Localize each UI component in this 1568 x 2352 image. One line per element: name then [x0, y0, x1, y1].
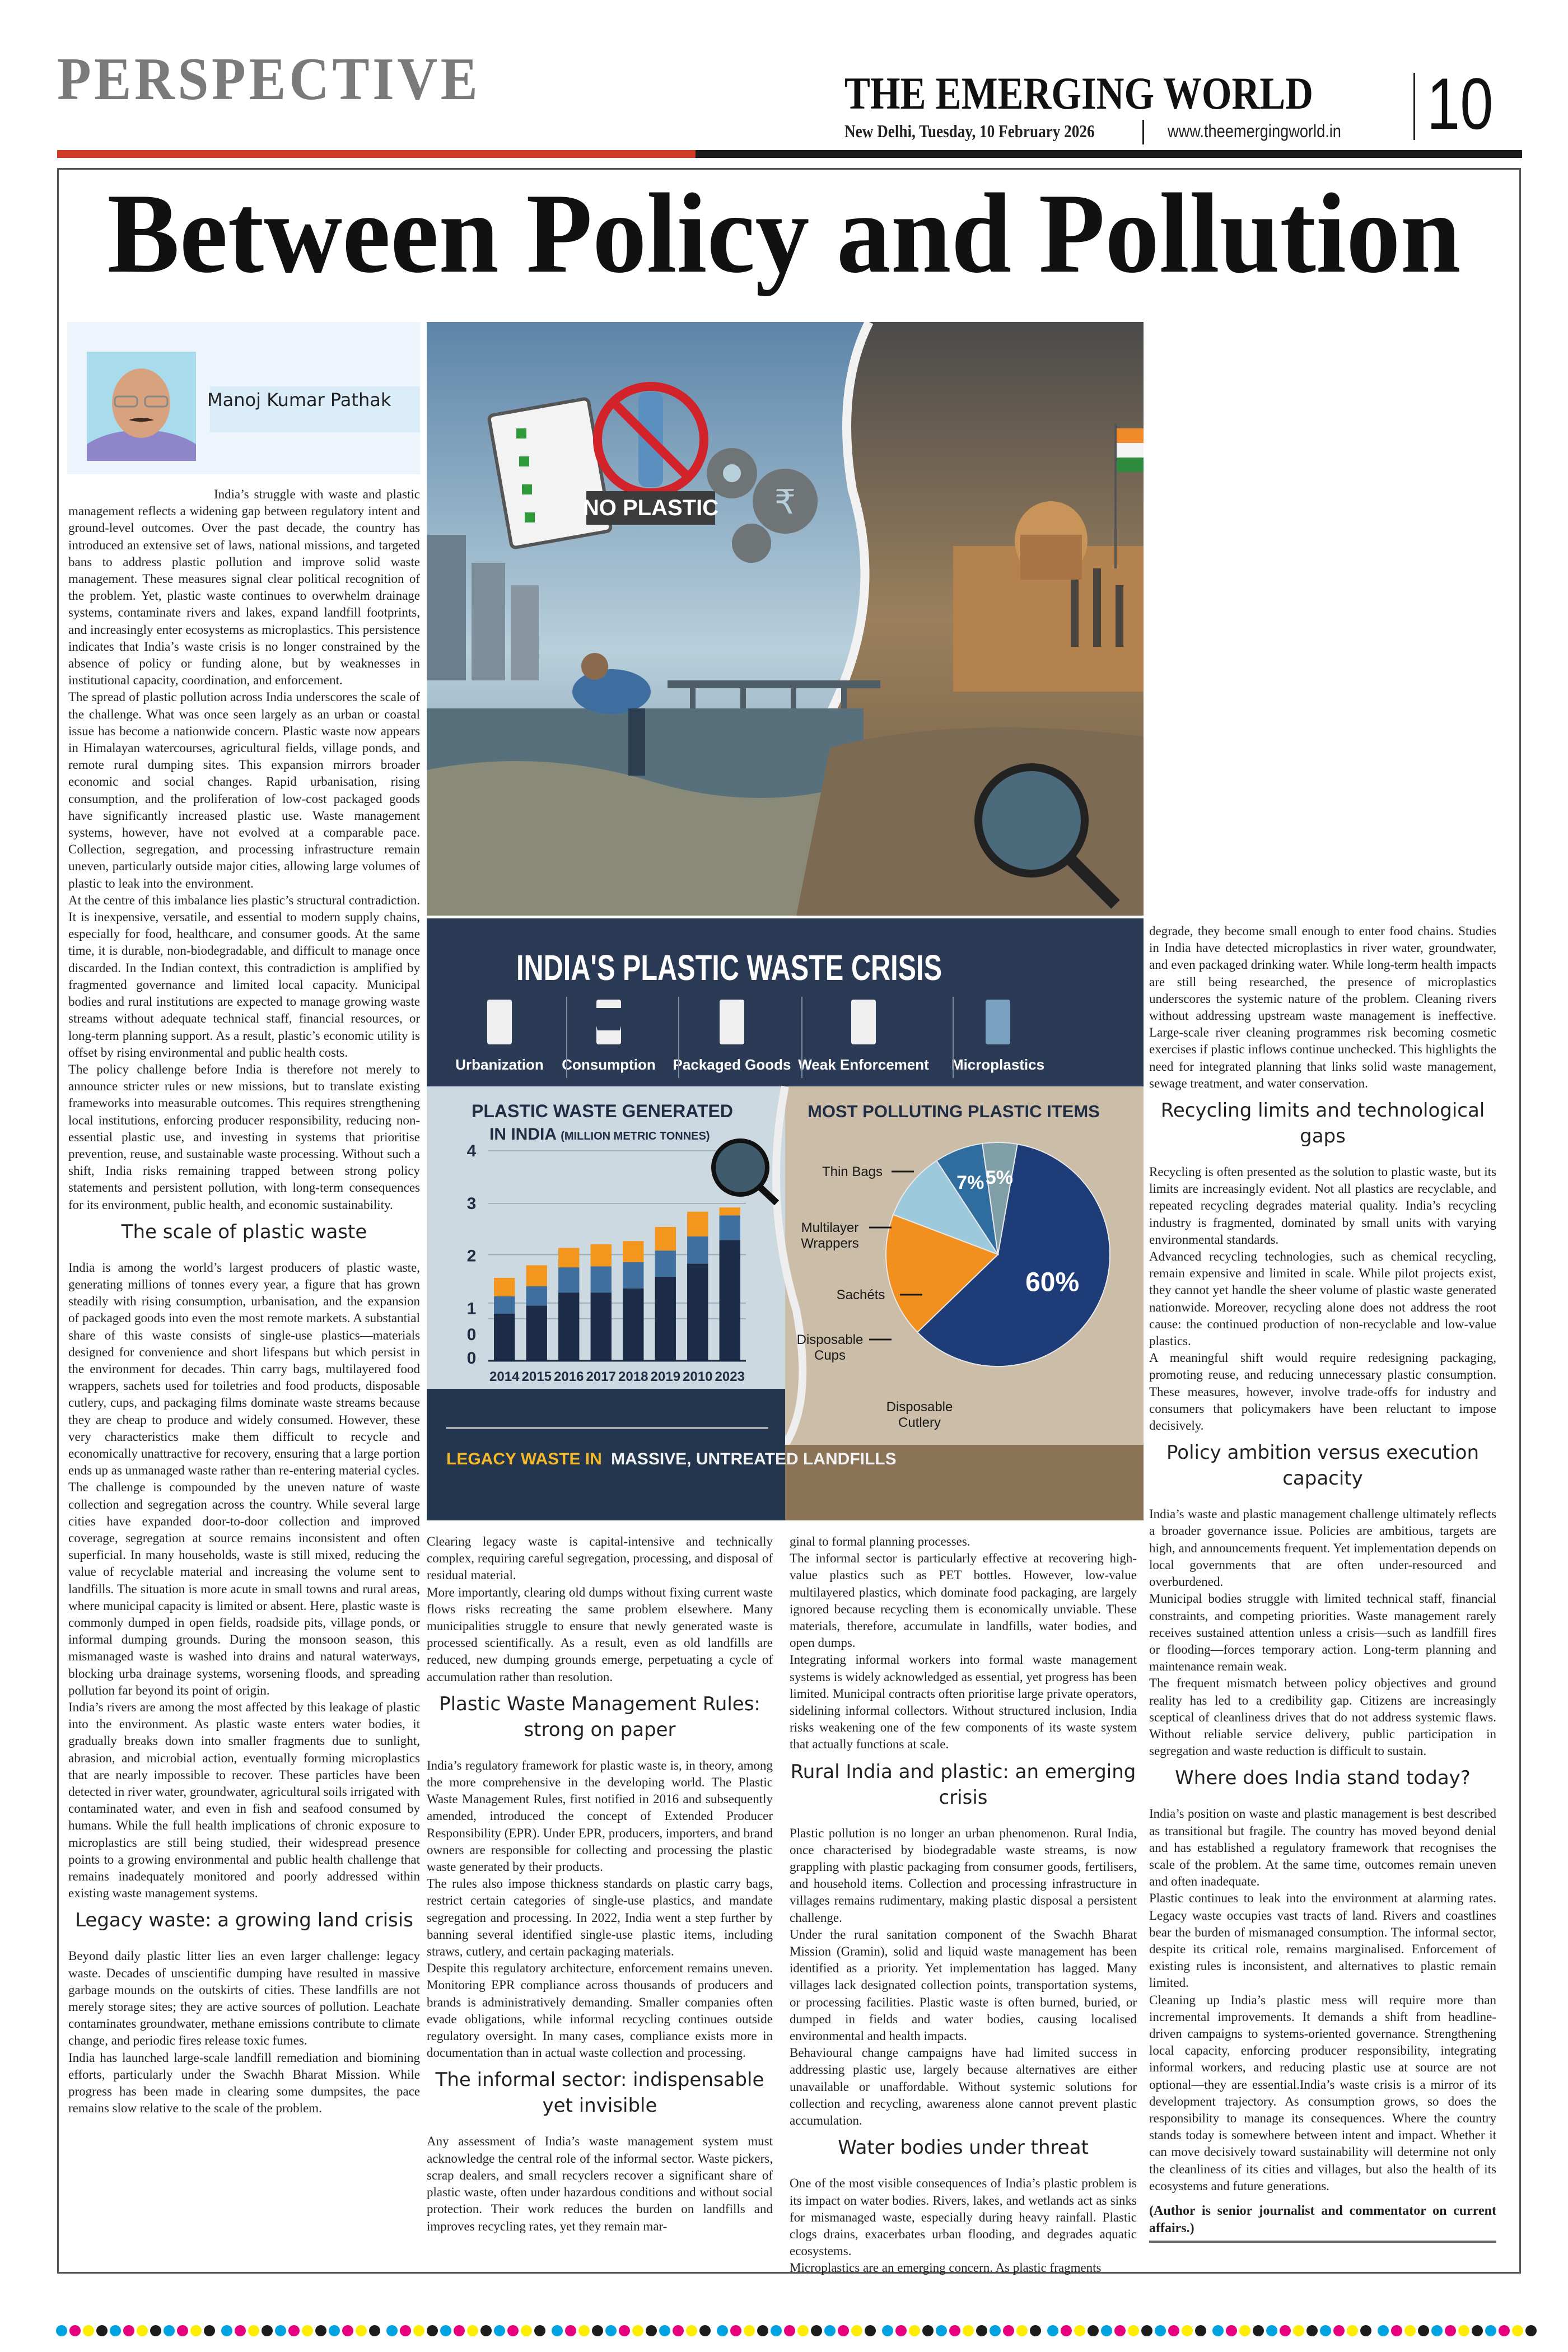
- registration-dot: [1182, 2325, 1193, 2336]
- bar-segment-base: [687, 1264, 708, 1361]
- section-subhead: Recycling limits and technological gaps: [1160, 1099, 1485, 1148]
- pie-value-label: 7%: [956, 1172, 984, 1193]
- registration-dot: [838, 2325, 849, 2336]
- checklist-icon: [489, 398, 612, 548]
- registration-dot: [1047, 2325, 1058, 2336]
- registration-dot: [315, 2325, 326, 2336]
- section-subhead: Rural India and plastic: an emerging crisis: [790, 1760, 1136, 1809]
- pie-value-label: 5%: [985, 1167, 1014, 1189]
- registration-dot: [1472, 2325, 1483, 2336]
- registration-dot: [1226, 2325, 1237, 2336]
- registration-dot: [659, 2325, 670, 2336]
- registration-dot: [552, 2325, 563, 2336]
- registration-dot: [1074, 2325, 1085, 2336]
- registration-dot: [1347, 2325, 1358, 2336]
- bar-segment-middle: [494, 1296, 515, 1314]
- registration-dot: [949, 2325, 960, 2336]
- registration-dot: [96, 2325, 108, 2336]
- registration-dot: [619, 2325, 630, 2336]
- paragraph: ginal to formal planning processes.: [790, 1534, 970, 1548]
- cause-label: Consumption: [562, 1056, 656, 1073]
- paragraph: Clearing legacy waste is capital-intensive and technically complex, requiring careful segregation, processing, and disposal of residual material.: [427, 1534, 773, 1583]
- bar-segment-top: [623, 1241, 643, 1262]
- registration-dot: [413, 2325, 424, 2336]
- article-column-4: [1149, 923, 1496, 2243]
- paragraph: India is among the world’s largest producers of plastic waste, generating millions of tonnes every year, a figure that has grown steadily with rising consumption, urbanisation, and the expansion of packaged goods into even the most remote markets. A substantial share of this waste consists of single-use plastics—materials designed for convenience and short lifespans but which persist in the environment for decades. Thin carry bags, multilayered food wrappers, sachets used for toiletries and food products, disposable cutlery, cups, and packaging films dominate waste streams because they are cheap to produce and widely consumed. However, these very characteristics make them difficult to recycle and economically unattractive for recovery, ensuring that a large portion ends up as unmanaged waste rather than re-entering material cycles.: [68, 1260, 420, 1478]
- cause-label: Microplastics: [951, 1056, 1045, 1073]
- paragraph: India’s rivers are among the most affected by this leakage of plastic into the environment. As plastic waste enters water bodies, it gradually breaks down into smaller fragments due to sunlight, abrasion, and microbial action, eventually forming microplastics that are nearly impossible to recover. These particles have been detected in river water, groundwater, agricultural soils irrigated with contaminated water, and even in fish and seafood consumed by humans. While the full health implications of chronic exposure to microplastics are still being studied, their widespread presence points to a growing environmental and public health challenge that remains inadequately monitored and poorly addressed within existing waste management systems.: [68, 1700, 420, 1901]
- bar-segment-middle: [526, 1286, 547, 1306]
- registration-dot: [1378, 2325, 1389, 2336]
- bar-segment-middle: [623, 1262, 643, 1289]
- registration-dot: [1458, 2325, 1469, 2336]
- registration-dot: [1253, 2325, 1264, 2336]
- registration-dot: [1512, 2325, 1523, 2336]
- header-rule-red: [57, 150, 696, 158]
- registration-dot: [771, 2325, 782, 2336]
- bar-segment-middle: [720, 1215, 740, 1240]
- pie-legend-label: Disposable Cutlery: [886, 1399, 953, 1430]
- registration-dot: [1320, 2325, 1331, 2336]
- paragraph: Integrating informal workers into formal waste management systems is widely acknowledged as essential, yet progress has been limited. Municipal contracts often prioritise large private operators, sidelining informal collectors. Without structured inclusion, India risks weakening one of the few components of its waste system that actually functions at scale.: [790, 1653, 1137, 1752]
- bar-segment-top: [526, 1265, 547, 1286]
- registration-dot: [480, 2325, 492, 2336]
- registration-dot-group: [552, 2325, 711, 2336]
- registration-dot: [1114, 2325, 1126, 2336]
- paragraph: The challenge is compounded by the uneven nature of waste collection and segregation across the country. While several large cities have expanded door-to-door collection and improved coverage, segregation at source remains inconsistent and often superficial. In many households, waste is still mixed, reducing the value of recyclable material and increasing the volume sent to landfills. The situation is more acute in small towns and rural areas, where municipal capacity is limited or absent. Here, plastic waste is commonly dumped in open fields, roadside pits, village ponds, or informal dumping grounds. During the monsoon season, this mismanaged waste is washed into drains and natural waterways, blocking urba drainage systems, worsening floods, and spreading pollution far beyond its point of origin.: [68, 1480, 420, 1697]
- registration-dot: [1404, 2325, 1416, 2336]
- registration-dot-group: [882, 2325, 1041, 2336]
- paragraph: India has launched large-scale landfill remediation and biomining efforts, particularly under the Swachh Bharat Mission. While progress has been made in clearing some dumpsites, the pace remains slow relative to the scale of the problem.: [68, 2050, 420, 2116]
- registration-dot: [1391, 2325, 1402, 2336]
- section-subhead: Where does India stand today?: [1175, 1767, 1471, 1790]
- x-tick-label: 2016: [554, 1369, 584, 1384]
- paragraph: Beyond daily plastic litter lies an even larger challenge: legacy waste. Decades of unscientific dumping have resulted in massive garbage mounds on the outskirts of cities. These landfills are not merely storage sites; they are active sources of pollution. Leachate contaminates groundwater, methane emissions contribute to climate change, and periodic fires release toxic fumes.: [68, 1949, 420, 2048]
- paragraph: A meaningful shift would require redesigning packaging, promoting reuse, and reducing unnecessary plastic consumption. These measures, however, involve trade-offs for industry and consumers that policymakers have been reluctant to impose decisively.: [1149, 1351, 1496, 1433]
- registration-dot: [1431, 2325, 1443, 2336]
- registration-dot: [164, 2325, 175, 2336]
- registration-dot: [221, 2325, 232, 2336]
- pie-value-label: 60%: [1025, 1267, 1080, 1298]
- registration-dot: [1061, 2325, 1072, 2336]
- registration-dot: [83, 2325, 94, 2336]
- registration-dot: [686, 2325, 697, 2336]
- registration-dot: [288, 2325, 300, 2336]
- infographic: [427, 918, 1144, 1520]
- registration-dot: [248, 2325, 259, 2336]
- paragraph: Cleaning up India’s plastic mess will require more than incremental improvements. It demands a shift from headline-driven campaigns to systems-oriented governance. Strengthening local capacity, enforcing producer responsibility, integrating informal workers, and reducing plastic use at source are not optional—they are essential.India’s waste crisis is a mirror of its development trajectory. As consumption grows, so does the responsibility to manage its consequences. Where the country stands today is somewhere between intent and impact. Whether it can move decisively toward sustainability will determine not only the cleanliness of its cities and villages, but also the health of its ecosystems and future generations.: [1149, 1992, 1496, 2193]
- registration-dot: [976, 2325, 987, 2336]
- paragraph: The policy challenge before India is therefore not merely to announce stricter rules or new missions, but to translate existing frameworks into measurable outcomes. This requires strengthening local institutions, enforcing producer responsibility, reducing non-essential plastic use, and investing in systems that prioritise prevention, reuse, and sustainable waste processing. Without such a shift, India risks remaining trapped between strong policy statements and persistent pollution, with long-term consequences for its environment, public health, and economic sustainability.: [68, 1062, 420, 1212]
- registration-dot-group: [717, 2325, 876, 2336]
- pie-legend-label: Multilayer Wrappers: [801, 1220, 859, 1251]
- paragraph: India’s struggle with waste and plastic management reflects a widening gap between regulatory intent and ground-level outcomes. Over the past decade, the country has introduced an extensive set of laws, national missions, and targeted bans to address plastic pollution and improve solid waste management. These measures signal clear political recognition of the problem. Yet, plastic waste continues to overwhelm drainage systems, contaminate rivers and lakes, expand landfill footprints, and increasingly enter ecosystems as microplastics. This persistence indicates that India’s waste crisis is no longer constrained by the absence of policy or funding alone, but by weaknesses in institutional capacity, coordination, and enforcement.: [68, 487, 420, 688]
- bar-segment-middle: [687, 1236, 708, 1264]
- shopping-cart-icon: [592, 1000, 626, 1044]
- registration-dot: [534, 2325, 545, 2336]
- bar-chart-title: PLASTIC WASTE GENERATED: [472, 1101, 733, 1121]
- registration-dot: [137, 2325, 148, 2336]
- registration-dot: [1016, 2325, 1028, 2336]
- paragraph: Municipal bodies struggle with limited technical staff, financial constraints, and competing priorities. Waste management rarely receives sustained attention unless a crisis—such as landfill fires or flooding—forces temporary action. Long-term planning and maintenance remain weak.: [1149, 1592, 1496, 1674]
- registration-dot: [56, 2325, 67, 2336]
- registration-dot: [865, 2325, 876, 2336]
- registration-dot-group: [221, 2325, 380, 2336]
- bar-segment-top: [720, 1207, 740, 1215]
- paragraph: The frequent mismatch between policy objectives and ground reality has led to a credibility gap. Citizens are increasingly sceptical of cleanliness drives that do not address systemic flaws. Without reliable service delivery, public participation in segregation and waste reduction is difficult to sustain.: [1149, 1676, 1496, 1758]
- registration-dot: [342, 2325, 353, 2336]
- paragraph: India’s regulatory framework for plastic waste is, in theory, among the more comprehensive in the developing world. The Plastic Waste Management Rules, first notified in 2016 and subsequently amended, introduced the concept of Extended Producer Responsibility (EPR). Under EPR, producers, importers, and brand owners are responsible for collecting and processing the plastic waste generated by their products.: [427, 1758, 773, 1874]
- bar-segment-top: [494, 1278, 515, 1296]
- article-column-3: [790, 1533, 1137, 2277]
- registration-dot-group: [1212, 2325, 1371, 2336]
- paragraph: Recycling is often presented as the solution to plastic waste, but its limits are increasingly evident. Not all plastics are recyclable, and repeated recycling degrades material quality. India’s recycling industry is fragmented, dominated by small units with varying environmental standards.: [1149, 1165, 1496, 1247]
- paragraph: One of the most visible consequences of India’s plastic problem is its impact on water bodies. Rivers, lakes, and wetlands act as sinks for mismanaged waste, especially during heavy rainfall. Plastic clogs drains, exacerbates urban flooding, and degrades aquatic ecosystems.: [790, 2176, 1137, 2258]
- bar-segment-middle: [591, 1266, 612, 1292]
- registration-dot: [123, 2325, 134, 2336]
- pie-chart-title: MOST POLLUTING PLASTIC ITEMS: [808, 1102, 1100, 1121]
- dateline: New Delhi, Tuesday, 10 February 2026: [844, 121, 1095, 141]
- infographic-footer-text: [446, 1450, 897, 1468]
- registration-dot: [494, 2325, 505, 2336]
- x-tick-label: 2019: [650, 1369, 680, 1384]
- registration-dot: [1280, 2325, 1291, 2336]
- registration-dot: [882, 2325, 893, 2336]
- registration-dot: [369, 2325, 380, 2336]
- paragraph: India’s position on waste and plastic management is best described as transitional but fragile. The country has moved beyond denial and has established a regulatory framework that recognises the scale of the problem. At the same time, outcomes remain uneven and often inadequate.: [1149, 1807, 1496, 1889]
- registration-dot-group: [386, 2325, 545, 2336]
- paragraph: Plastic continues to leak into the environment at alarming rates. Legacy waste occupies vast tracts of land. Rivers and coastlines bear the burden of mismanaged consumption. The informal sector, despite its critical role, remains marginalised. Enforcement of existing rules is inconsistent, and alternatives to plastic remain limited.: [1149, 1891, 1496, 1990]
- registration-dot: [565, 2325, 576, 2336]
- registration-dot: [963, 2325, 974, 2336]
- registration-dot: [909, 2325, 920, 2336]
- registration-dot: [1195, 2325, 1206, 2336]
- registration-dot: [1360, 2325, 1371, 2336]
- registration-dot: [1239, 2325, 1250, 2336]
- registration-dot: [605, 2325, 617, 2336]
- registration-dot: [427, 2325, 438, 2336]
- hero-illustration: [427, 322, 1144, 916]
- y-tick-label: 0: [466, 1349, 477, 1368]
- author-photo: [87, 352, 196, 461]
- svg-text:₹: ₹: [774, 483, 796, 522]
- paragraph: Behavioural change campaigns have had limited success in addressing plastic use, largely because alternatives are either unavailable or unaffordable. Without systemic solutions for collection and recycling, awareness alone cannot prevent plastic accumulation.: [790, 2046, 1137, 2128]
- registration-dot: [150, 2325, 161, 2336]
- bar-segment-base: [558, 1292, 579, 1361]
- registration-dot: [1485, 2325, 1496, 2336]
- cause-label: Packaged Goods: [673, 1056, 791, 1073]
- registration-dot: [851, 2325, 862, 2336]
- registration-dot: [356, 2325, 367, 2336]
- subtitle-units: (MILLION METRIC TONNES): [561, 1130, 710, 1142]
- registration-dot: [467, 2325, 478, 2336]
- registration-dot: [811, 2325, 822, 2336]
- registration-dot: [69, 2325, 81, 2336]
- page-number-divider: [1413, 73, 1415, 140]
- pie-legend-label: Thin Bags: [822, 1164, 883, 1179]
- bar-segment-top: [558, 1248, 579, 1267]
- registration-dot: [1101, 2325, 1112, 2336]
- byline: [67, 322, 420, 474]
- registration-dot: [262, 2325, 273, 2336]
- buildings-icon: [487, 1000, 512, 1044]
- registration-dot-group: [56, 2325, 215, 2336]
- paragraph: Any assessment of India’s waste management system must acknowledge the central role of the informal sector. Waste pickers, scrap dealers, and small recyclers recover a significant share of plastic waste, often under hazardous conditions and without social protection. Their work reduces the burden on landfills and improves recycling rates, yet they remain mar-: [427, 2134, 773, 2233]
- registration-dot: [895, 2325, 907, 2336]
- registration-dot: [1333, 2325, 1345, 2336]
- y-tick-label: 3: [466, 1194, 477, 1213]
- paragraph: The spread of plastic pollution across India underscores the scale of the challenge. What was once seen largely as an urban or coastal issue has become a nationwide concern. Plastic waste now appears in Himalayan watercourses, agricultural fields, village ponds, and remote rural dumping sites. This expansion mirrors broader economic and social changes. Rapid urbanisation, rising consumption, and the proliferation of low-cost packaged goods have significantly increased plastic use. Waste management systems, however, have not evolved at a comparable pace. Collection, segregation, and processing infrastructure remain uneven, particularly outside major cities, allowing large volumes of plastic to leak into the environment.: [68, 690, 420, 890]
- cause-label: Weak Enforcement: [798, 1056, 929, 1073]
- section-label: PERSPECTIVE: [57, 46, 481, 113]
- registration-dot: [440, 2325, 451, 2336]
- registration-dot: [235, 2325, 246, 2336]
- dateline-divider: [1142, 120, 1144, 144]
- bar-segment-top: [591, 1244, 612, 1266]
- section-subhead: Legacy waste: a growing land crisis: [75, 1909, 413, 1932]
- subtitle-bold: IN INDIA: [489, 1125, 561, 1144]
- registration-dot-group: [1047, 2325, 1206, 2336]
- headline: Between Policy and Pollution: [107, 170, 1461, 297]
- registration-dot: [302, 2325, 313, 2336]
- website-link[interactable]: www.theemergingworld.in: [1168, 121, 1341, 141]
- registration-dot: [521, 2325, 532, 2336]
- bar-segment-middle: [655, 1250, 676, 1277]
- registration-dot: [990, 2325, 1001, 2336]
- y-tick-label: 1: [466, 1299, 477, 1318]
- x-tick-label: 2014: [489, 1369, 520, 1384]
- registration-dot: [1168, 2325, 1179, 2336]
- registration-dot: [1445, 2325, 1456, 2336]
- paragraph: Microplastics are an emerging concern. As plastic fragments: [790, 2261, 1102, 2275]
- bar-segment-middle: [558, 1267, 579, 1292]
- registration-dot: [400, 2325, 411, 2336]
- y-tick-label: 0: [466, 1326, 477, 1345]
- section-subhead: Policy ambition versus execution capacity: [1166, 1441, 1479, 1490]
- pie-legend-label: Disposable Cups: [796, 1332, 864, 1363]
- registration-dot: [275, 2325, 286, 2336]
- registration-dot: [507, 2325, 519, 2336]
- paragraph: More importantly, clearing old dumps without fixing current waste flows risks recreating the same problem elsewhere. Many municipalities struggle to ensure that newly generated waste is processed scientifically. As a result, even as old landfills are reduced, new dumping grounds emerge, perpetuating a cycle of accumulation rather than resolution.: [427, 1585, 773, 1684]
- registration-dot: [1155, 2325, 1166, 2336]
- masthead: THE EMERGING WORLD: [844, 68, 1313, 119]
- x-tick-label: 2018: [618, 1369, 648, 1384]
- clipboard-icon: [851, 1000, 876, 1044]
- bar-segment-base: [623, 1289, 643, 1361]
- registration-dot-group: [1378, 2325, 1537, 2336]
- section-subhead: The scale of plastic waste: [121, 1220, 367, 1243]
- paragraph: degrade, they become small enough to enter food chains. Studies in India have detected microplastics in river water, groundwater, and even packaged drinking water. While long-term health impacts are still being researched, the presence of microplastics underscores the systemic nature of the problem. Cleaning rivers without addressing upstream waste management is ineffective. Large-scale river cleaning programmes risk becoming cosmetic exercises if plastic inflows continue unchecked. This highlights the need for integrated planning that links solid waste management, sewage treatment, and water conservation.: [1149, 924, 1496, 1090]
- paragraph: At the centre of this imbalance lies plastic’s structural contradiction. It is inexpensive, versatile, and essential to modern supply chains, especially for food, healthcare, and consumer goods. At the same time, it is durable, non-biodegradable, and difficult to manage once discarded. In the Indian context, this contradiction is amplified by fragmented governance and limited local capacity. Municipal bodies and rural institutions are expected to manage growing waste streams without adequate technical staff, financial resources, or long-term planning support. As a result, plastic’s economic utility is offset by rising environmental and public health costs.: [68, 893, 420, 1060]
- registration-dot: [386, 2325, 398, 2336]
- registration-dot: [190, 2325, 202, 2336]
- registration-dot: [1306, 2325, 1318, 2336]
- registration-dot: [757, 2325, 768, 2336]
- registration-dot: [1212, 2325, 1224, 2336]
- paragraph: The informal sector is particularly effective at recovering high-value plastics such as PET bottles. However, low-value multilayered plastics, which dominate food packaging, are largely ignored because recycling them is economically unviable. These materials, therefore, accumulate in landfills, water bodies, and open dumps.: [790, 1551, 1137, 1650]
- author-note: (Author is senior journalist and commentator on current affairs.): [1149, 2202, 1496, 2243]
- paragraph: Plastic pollution is no longer an urban phenomenon. Rural India, once characterised by biodegradable waste streams, is now grappling with plastic packaging from consumer goods, fertilisers, and household items. Collection and processing infrastructure in villages remains rudimentary, making plastic disposal a persistent challenge.: [790, 1826, 1137, 1925]
- x-tick-label: 2010: [683, 1369, 713, 1384]
- registration-dot: [592, 2325, 603, 2336]
- registration-dot: [204, 2325, 215, 2336]
- registration-dot: [797, 2325, 809, 2336]
- registration-dot: [329, 2325, 340, 2336]
- registration-dot: [1499, 2325, 1510, 2336]
- footer-highlight: LEGACY WASTE IN: [446, 1450, 602, 1468]
- registration-dot: [824, 2325, 836, 2336]
- registration-dot: [699, 2325, 711, 2336]
- bar-segment-base: [526, 1306, 547, 1361]
- paragraph: Advanced recycling technologies, such as chemical recycling, remain expensive and limited in scale. While pilot projects exist, they cannot yet handle the sheer volume of plastic waste generated nationwide. Moreover, recycling alone does not address the root cause: the continued production of non-recyclable and low-value plastics.: [1149, 1249, 1496, 1348]
- bar-segment-top: [687, 1212, 708, 1236]
- bar-segment-base: [591, 1292, 612, 1361]
- registration-dot: [1525, 2325, 1537, 2336]
- registration-dot: [673, 2325, 684, 2336]
- registration-dot: [784, 2325, 795, 2336]
- bar-segment-base: [655, 1277, 676, 1361]
- registration-dot: [1088, 2325, 1099, 2336]
- section-subhead: Water bodies under threat: [838, 2136, 1089, 2159]
- paragraph: Under the rural sanitation component of the Swachh Bharat Mission (Gramin), solid and liquid waste management has been identified as a priority. Yet implementation has lagged. Many villages lack designated collection points, transportation systems, or processing facilities. Plastic waste is often burned, buried, or dumped in fields and water bodies, causing localised environmental and health impacts.: [790, 1927, 1137, 2043]
- infographic-title: INDIA'S PLASTIC WASTE CRISIS: [516, 948, 942, 988]
- paragraph: India’s waste and plastic management challenge ultimately reflects a broader governance issue. Policies are ambitious, targets are high, and announcements frequent. Yet implementation depends on local governments that are often under-resourced and overburdened.: [1149, 1507, 1496, 1589]
- paragraph: The rules also impose thickness standards on plastic carry bags, restrict certain categories of single-use plastics, and mandate segregation and processing. In 2022, India went a step further by banning several identified single-use plastic items, including straws, cutlery, and certain packaging materials.: [427, 1877, 773, 1959]
- section-subhead: Plastic Waste Management Rules: strong on paper: [439, 1692, 760, 1741]
- bar-segment-base: [720, 1240, 740, 1361]
- registration-dot: [1266, 2325, 1277, 2336]
- x-tick-label: 2015: [521, 1369, 552, 1384]
- bar-segment-base: [494, 1314, 515, 1361]
- header-rule-black: [696, 150, 1522, 158]
- registration-dot: [717, 2325, 728, 2336]
- microplastics-icon: [986, 1000, 1010, 1044]
- registration-dot: [1030, 2325, 1041, 2336]
- page-number: 10: [1427, 63, 1494, 144]
- registration-dot: [1141, 2325, 1152, 2336]
- footer-rest: MASSIVE, UNTREATED LANDFILLS: [611, 1450, 897, 1468]
- author-name: Manoj Kumar Pathak: [207, 389, 391, 410]
- registration-dot: [454, 2325, 465, 2336]
- x-tick-label: 2023: [715, 1369, 745, 1384]
- cause-label: Urbanization: [455, 1056, 544, 1073]
- y-tick-label: 4: [466, 1142, 477, 1160]
- bar-segment-top: [655, 1227, 676, 1250]
- x-tick-label: 2017: [586, 1369, 616, 1384]
- registration-dot: [632, 2325, 643, 2336]
- registration-dot: [177, 2325, 188, 2336]
- registration-dot: [730, 2325, 741, 2336]
- registration-dot: [1418, 2325, 1429, 2336]
- packaged-goods-icon: [720, 1000, 744, 1044]
- registration-dot: [110, 2325, 121, 2336]
- article-column-1: [68, 486, 420, 2117]
- article-column-2: [427, 1533, 773, 2235]
- pie-legend-label: Sachéts: [836, 1287, 885, 1303]
- registration-dot: [922, 2325, 934, 2336]
- registration-dot: [1293, 2325, 1304, 2336]
- y-tick-label: 2: [466, 1247, 477, 1266]
- paragraph: Despite this regulatory architecture, enforcement remains uneven. Monitoring EPR compliance across thousands of producers and brands is administratively demanding. Smaller companies often evade obligations, while informal recycling continues outside regulatory oversight. In many cases, compliance exists more in documentation than in actual waste collection and processing.: [427, 1961, 773, 2060]
- section-subhead: The informal sector: indispensable yet invisible: [435, 2069, 764, 2117]
- registration-dot: [936, 2325, 947, 2336]
- registration-dot: [1003, 2325, 1014, 2336]
- registration-dot: [744, 2325, 755, 2336]
- registration-dot: [1128, 2325, 1139, 2336]
- registration-dot: [646, 2325, 657, 2336]
- no-plastic-text: NO PLASTIC: [582, 496, 719, 520]
- author-portrait-icon: [87, 352, 196, 461]
- registration-dot: [578, 2325, 590, 2336]
